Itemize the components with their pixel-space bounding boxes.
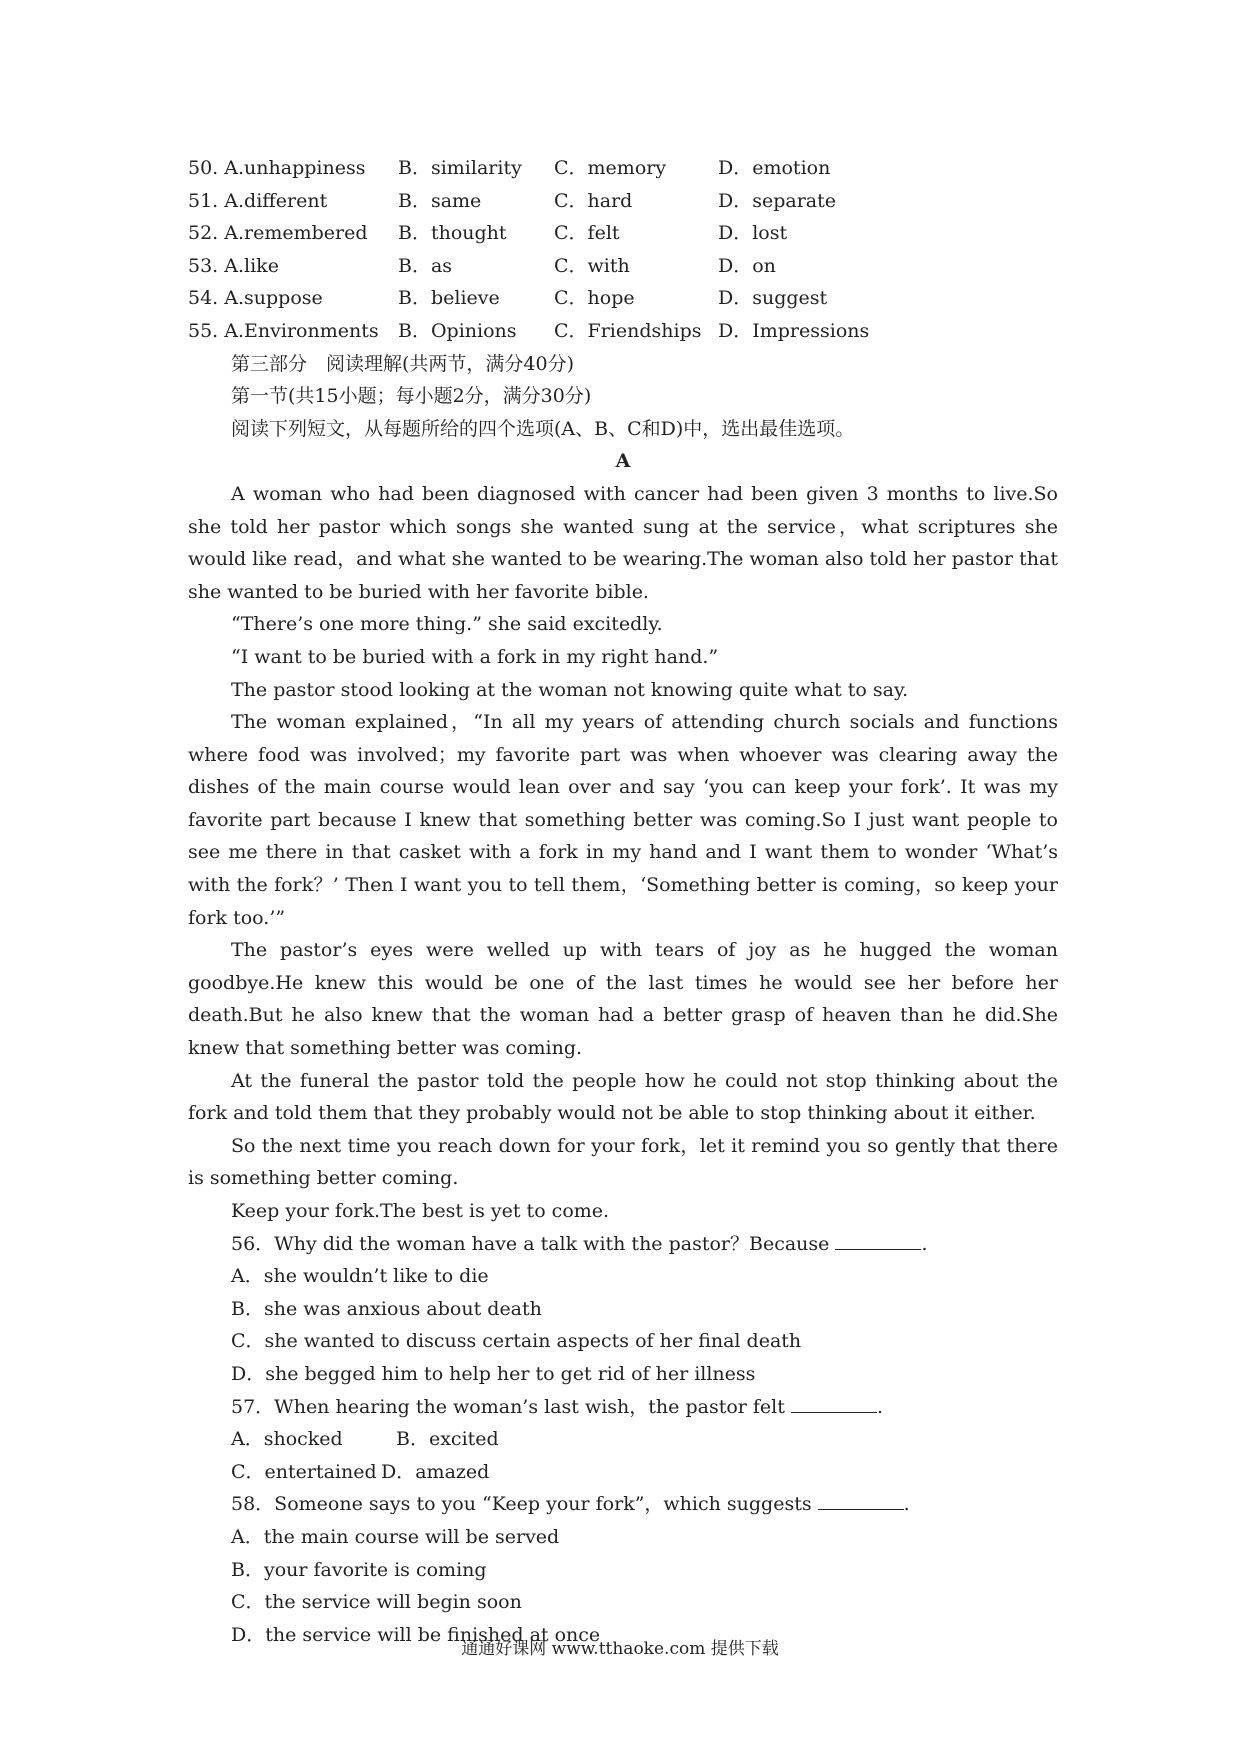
page-content (188, 152, 1058, 1651)
option-d: D．separate (718, 189, 837, 212)
option-c: C．Friendships (554, 319, 702, 342)
option-b: B．Opinions (398, 319, 517, 342)
option-a: 53. A.like (188, 254, 279, 277)
question-stem: 56．Why did the woman have a talk with the pastor？Because . (188, 1228, 1058, 1261)
option-c: C．she wanted to discuss certain aspects of her final death (231, 1330, 802, 1353)
option-c: C．entertained (231, 1460, 377, 1483)
cloze-row-53 (188, 250, 1058, 283)
passage-paragraph: So the next time you reach down for your fork，let it remind you so gently that there is something better coming. (188, 1134, 1058, 1190)
options-cd (188, 1456, 1058, 1489)
cloze-options (188, 152, 1058, 348)
option-a: A．she wouldn’t like to die (231, 1265, 489, 1288)
option-c: C．with (554, 254, 630, 277)
option-b: B．believe (398, 287, 500, 310)
option-a: 55. A.Environments (188, 319, 379, 342)
option-b: B．as (398, 254, 453, 277)
cloze-row-55 (188, 315, 1058, 348)
passage-label: A (615, 450, 631, 473)
option-d: D．the service will be finished at once (231, 1623, 601, 1646)
option-d: D．lost (718, 222, 788, 245)
option-a: A．the main course will be served (231, 1525, 560, 1548)
option-d: D．Impressions (718, 319, 870, 342)
option-d: D．on (718, 254, 776, 277)
passage-paragraph: The pastor stood looking at the woman not knowing quite what to say. (231, 678, 909, 701)
answer-blank (835, 1229, 921, 1250)
question-stem: 57．When hearing the woman’s last wish，the pastor felt . (188, 1391, 1058, 1424)
option-b: B．same (398, 189, 482, 212)
question-58 (188, 1488, 1058, 1651)
cloze-row-54 (188, 282, 1058, 315)
cloze-row-52 (188, 217, 1058, 250)
cloze-row-50 (188, 152, 1058, 185)
option-a: 52. A.remembered (188, 222, 368, 245)
option-d: D．she begged him to help her to get rid of her illness (231, 1362, 756, 1385)
reading-passage (188, 478, 1058, 1228)
option-c: C．the service will begin soon (231, 1591, 522, 1614)
option-a: 51. A.different (188, 189, 328, 212)
option-b: B．your favorite is coming (231, 1558, 487, 1581)
option-c: C．hope (554, 287, 635, 310)
options-ab (188, 1423, 1058, 1456)
option-b: B．she was anxious about death (231, 1297, 542, 1320)
section-instruction: 阅读下列短文，从每题所给的四个选项(A、B、C和D)中，选出最佳选项。 (231, 417, 855, 440)
passage-paragraph: At the funeral the pastor told the people how he could not stop thinking about the fork and told them that they probably would not be able to stop thinking about it either. (188, 1069, 1058, 1125)
option-a: 50. A.unhappiness (188, 157, 366, 179)
answer-blank (818, 1489, 904, 1510)
option-b: B．similarity (398, 157, 522, 179)
option-d: D．amazed (381, 1460, 490, 1483)
passage-paragraph: A woman who had been diagnosed with cancer had been given 3 months to live.So she told her pastor which songs she wanted sung at the service，what scriptures she would like read，and what she wanted to be wearing.The woman also told her pastor that she wanted to be buried with her favorite bible. (188, 482, 1058, 603)
passage-paragraph: “There’s one more thing.” she said excitedly. (231, 613, 663, 636)
option-d: D．suggest (718, 287, 828, 310)
option-d: D．emotion (718, 157, 831, 179)
page-footer: 通通好课网 www.tthaoke.com 提供下载 (461, 1639, 779, 1659)
answer-blank (791, 1392, 877, 1413)
question-56 (188, 1228, 1058, 1391)
option-c: C．memory (554, 157, 667, 179)
passage-paragraph: The woman explained，“In all my years of attending church socials and functions where food was involved；my favorite part was when whoever was clearing away the dishes of the main course would lean over and say ‘you can keep your fork’. It was my favorite part because I knew that something better was coming.So I just want people to see me there in that casket with a fork in my hand and I want them to wonder ‘What’s with the fork？’ Then I want you to tell them，‘Something better is coming，so keep your fork too.’” (188, 711, 1058, 929)
option-a: 54. A.suppose (188, 287, 323, 310)
passage-paragraph: Keep your fork.The best is yet to come. (231, 1200, 610, 1222)
option-c: C．felt (554, 222, 620, 245)
question-57 (188, 1391, 1058, 1489)
question-stem: 58．Someone says to you “Keep your fork”，which suggests . (188, 1488, 1058, 1521)
cloze-row-51 (188, 185, 1058, 218)
passage-paragraph: “I want to be buried with a fork in my right hand.” (231, 645, 719, 668)
passage-paragraph: The pastor’s eyes were welled up with tears of joy as he hugged the woman goodbye.He knew this would be one of the last times he would see her before her death.But he also knew that the woman had a better grasp of heaven than he did.She knew that something better was coming. (188, 939, 1058, 1060)
option-c: C．hard (554, 189, 633, 212)
part-title: 第三部分 阅读理解(共两节，满分40分) (231, 352, 575, 375)
option-a: A．shocked (231, 1428, 343, 1451)
section-subtitle: 第一节(共15小题；每小题2分，满分30分) (231, 385, 592, 408)
option-b: B．thought (398, 222, 507, 245)
option-b: B．excited (396, 1428, 499, 1451)
